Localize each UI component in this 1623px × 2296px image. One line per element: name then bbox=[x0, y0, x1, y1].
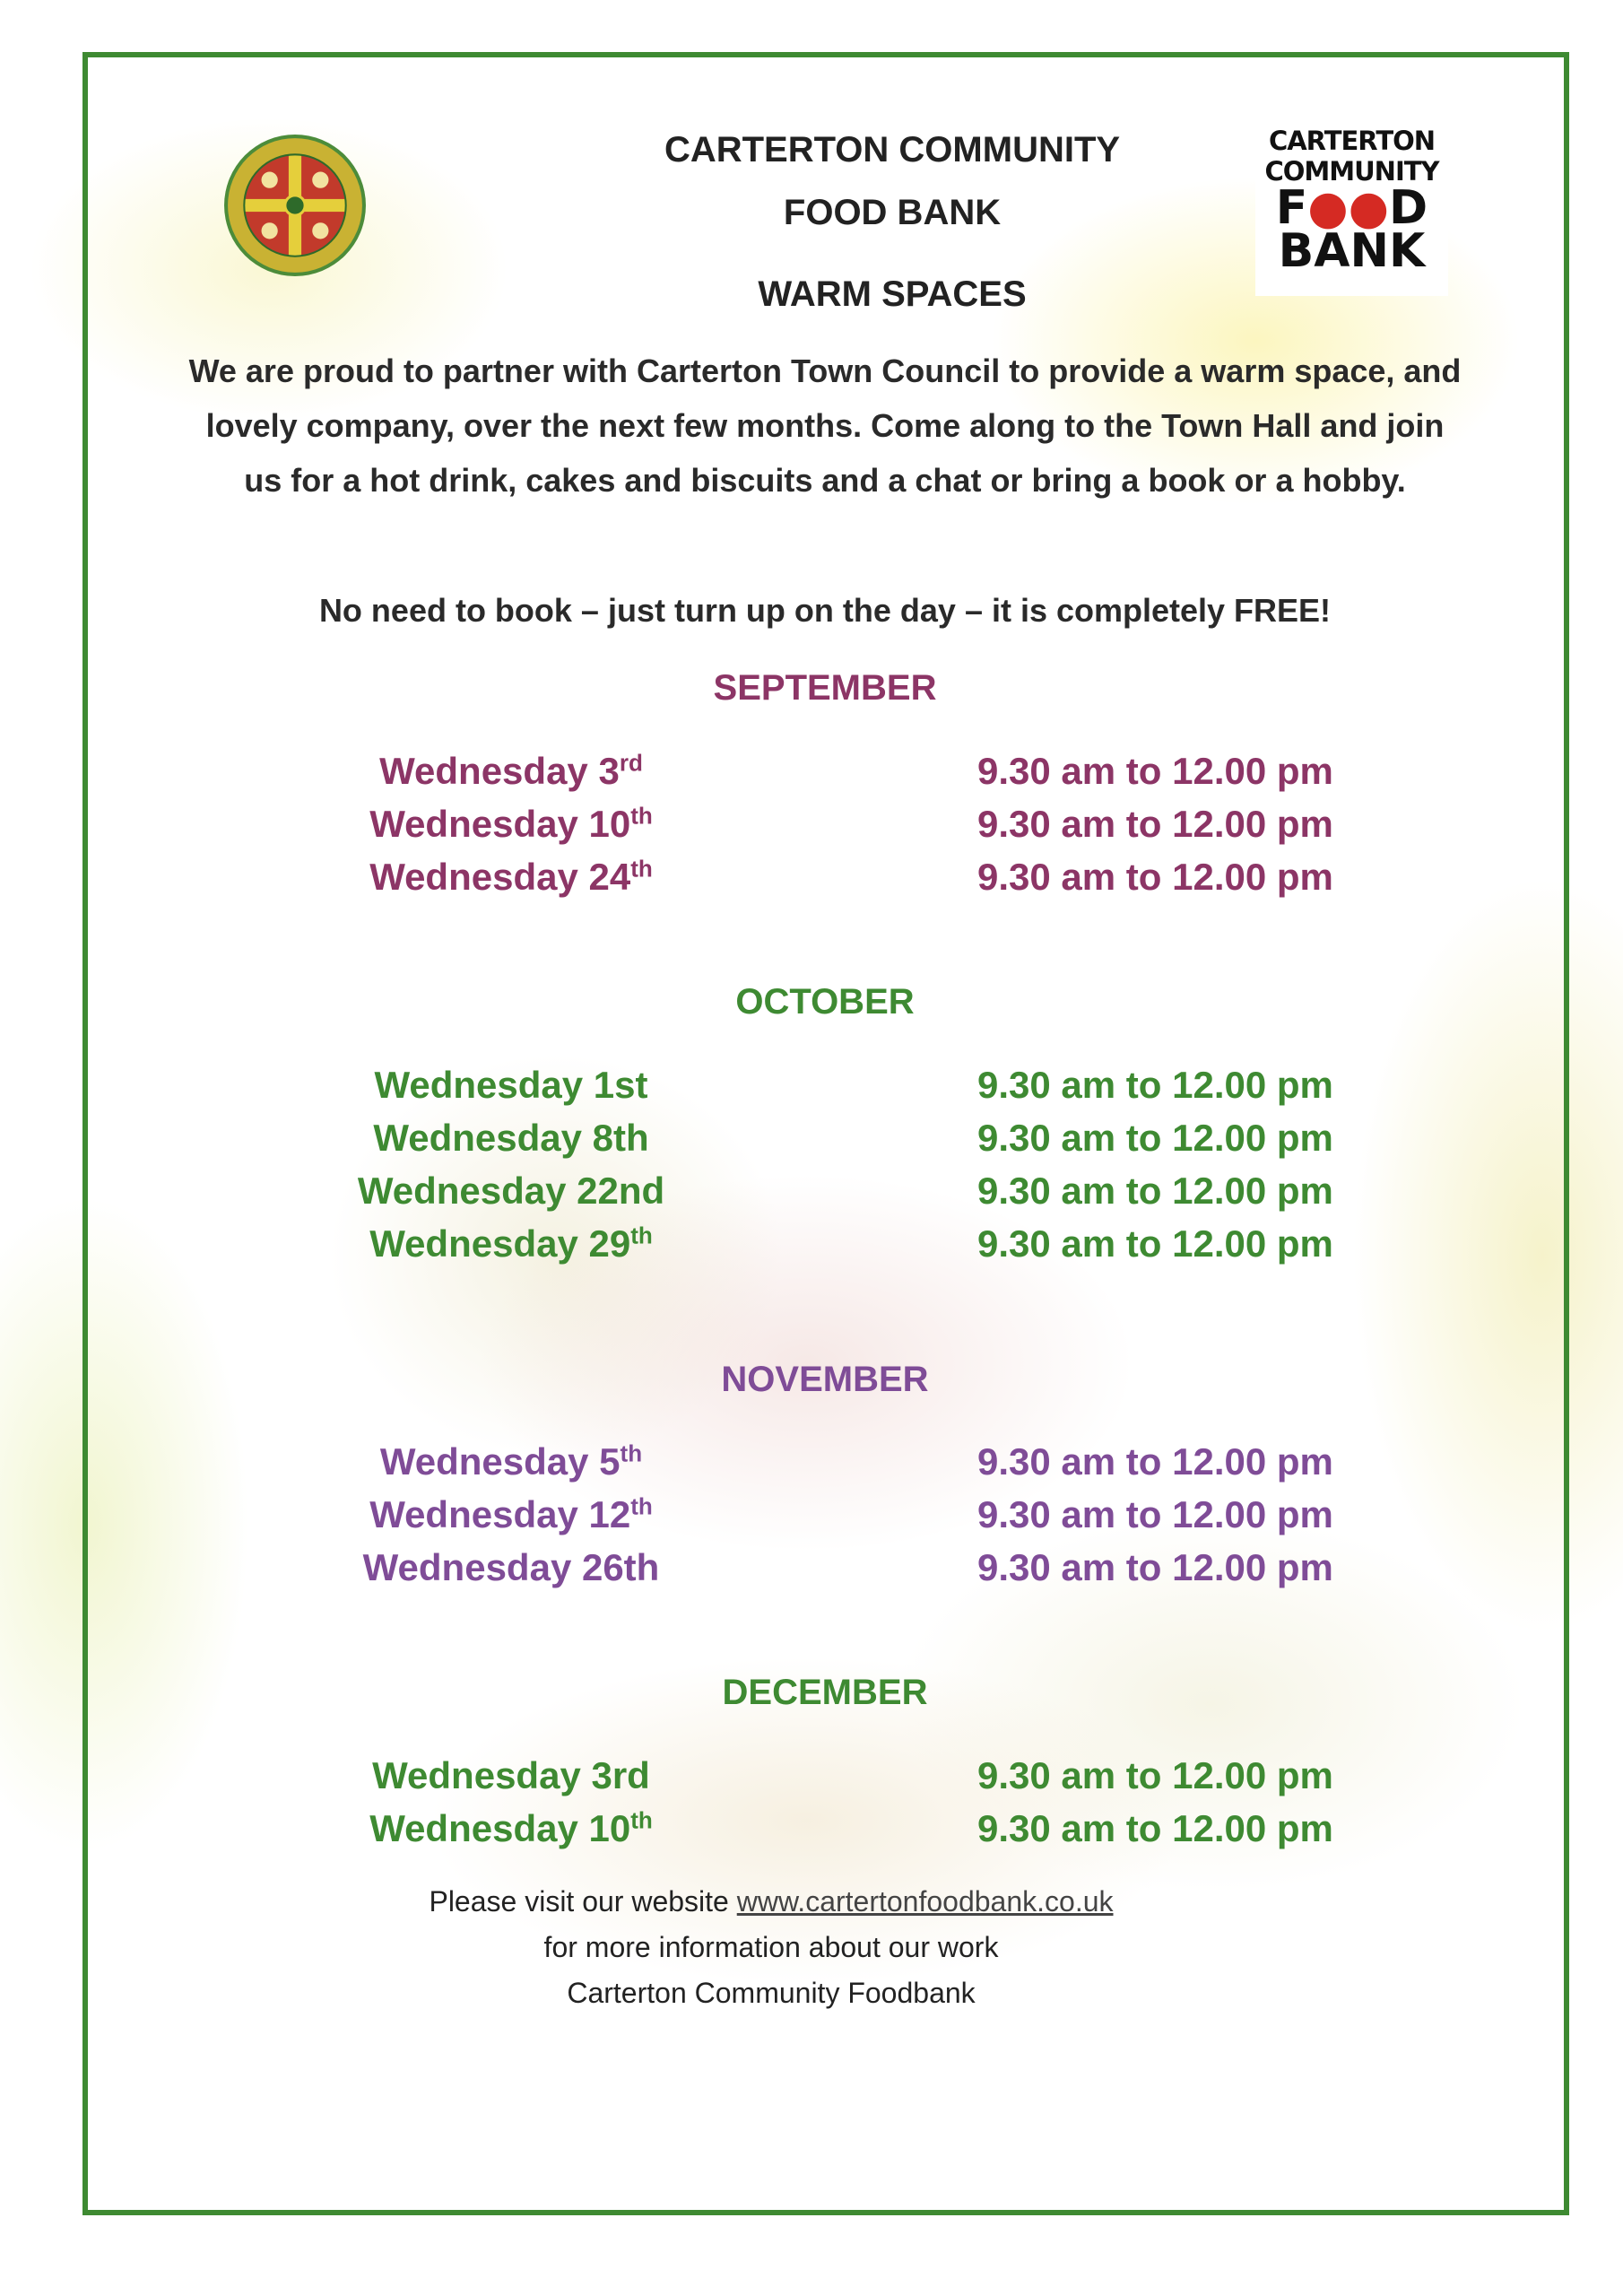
session-row bbox=[269, 744, 1399, 797]
september-schedule bbox=[269, 744, 1399, 903]
session-time: 9.30 am to 12.00 pm bbox=[977, 1170, 1333, 1212]
session-row bbox=[269, 1541, 1399, 1594]
town-council-crest bbox=[222, 133, 368, 278]
session-row bbox=[269, 1749, 1399, 1802]
session-row bbox=[269, 797, 1399, 850]
website-link[interactable]: www.cartertonfoodbank.co.uk bbox=[736, 1885, 1114, 1918]
logo-line-4: BANK bbox=[1278, 224, 1426, 278]
october-schedule bbox=[269, 1058, 1399, 1270]
food-bank-logo bbox=[1255, 126, 1448, 296]
session-day: Wednesday 12th bbox=[369, 1492, 653, 1535]
footer-visit-line bbox=[323, 1879, 1219, 1925]
logo-letter-d: D bbox=[1389, 181, 1428, 235]
session-row bbox=[269, 1111, 1399, 1164]
title-line-2: FOOD BANK bbox=[783, 193, 1002, 232]
session-day: Wednesday 5th bbox=[379, 1439, 643, 1483]
session-row bbox=[269, 1488, 1399, 1541]
session-row bbox=[269, 1802, 1399, 1855]
session-time: 9.30 am to 12.00 pm bbox=[977, 1117, 1333, 1159]
session-time: 9.30 am to 12.00 pm bbox=[977, 1807, 1333, 1849]
logo-line-2: COMMUNITY bbox=[1264, 156, 1439, 187]
logo-line-3 bbox=[1255, 181, 1448, 235]
session-day: Wednesday 29th bbox=[369, 1222, 653, 1265]
session-day: Wednesday 10th bbox=[369, 802, 653, 845]
session-row bbox=[269, 1164, 1399, 1217]
visit-text: Please visit our website bbox=[429, 1885, 729, 1918]
footer-org-name: Carterton Community Foodbank bbox=[567, 1977, 976, 2009]
session-time: 9.30 am to 12.00 pm bbox=[977, 1493, 1333, 1535]
footer-more-info: for more information about our work bbox=[543, 1931, 999, 1963]
session-time: 9.30 am to 12.00 pm bbox=[977, 1546, 1333, 1588]
session-day: Wednesday 10th bbox=[369, 1806, 653, 1849]
session-row bbox=[269, 850, 1399, 903]
session-day: Wednesday 8th bbox=[373, 1117, 649, 1159]
session-day: Wednesday 3rd bbox=[379, 749, 643, 792]
month-heading-october: OCTOBER bbox=[735, 982, 915, 1022]
month-heading-december: DECEMBER bbox=[722, 1673, 928, 1712]
session-day: Wednesday 1st bbox=[374, 1064, 648, 1106]
session-time: 9.30 am to 12.00 pm bbox=[977, 1440, 1333, 1483]
session-row bbox=[269, 1217, 1399, 1270]
december-schedule bbox=[269, 1749, 1399, 1855]
session-day: Wednesday 22nd bbox=[357, 1170, 665, 1212]
session-time: 9.30 am to 12.00 pm bbox=[977, 1064, 1333, 1106]
session-day: Wednesday 3rd bbox=[372, 1754, 650, 1796]
intro-paragraph: We are proud to partner with Carterton Town Council to provide a warm space, and lovely company, over the next few months. Come along to the Town Hall and join us for a hot drink, cakes and biscuits and a chat or bring a book or a hobby. bbox=[188, 352, 1462, 499]
session-day: Wednesday 24th bbox=[369, 855, 653, 898]
session-time: 9.30 am to 12.00 pm bbox=[977, 750, 1333, 792]
logo-line-1: CARTERTON bbox=[1268, 126, 1436, 156]
logo-letter-f: F bbox=[1275, 181, 1308, 235]
subtitle: WARM SPACES bbox=[758, 274, 1027, 314]
session-time: 9.30 am to 12.00 pm bbox=[977, 803, 1333, 845]
session-row bbox=[269, 1435, 1399, 1488]
apple-icon: ●● bbox=[1307, 181, 1390, 235]
session-time: 9.30 am to 12.00 pm bbox=[977, 856, 1333, 898]
session-time: 9.30 am to 12.00 pm bbox=[977, 1754, 1333, 1796]
session-time: 9.30 am to 12.00 pm bbox=[977, 1222, 1333, 1265]
title-line-1: CARTERTON COMMUNITY bbox=[664, 130, 1121, 170]
no-booking-note: No need to book – just turn up on the day – it is completely FREE! bbox=[318, 592, 1332, 629]
session-day: Wednesday 26th bbox=[362, 1546, 660, 1588]
november-schedule bbox=[269, 1435, 1399, 1594]
session-row bbox=[269, 1058, 1399, 1111]
month-heading-november: NOVEMBER bbox=[721, 1360, 929, 1399]
month-heading-september: SEPTEMBER bbox=[713, 668, 937, 708]
